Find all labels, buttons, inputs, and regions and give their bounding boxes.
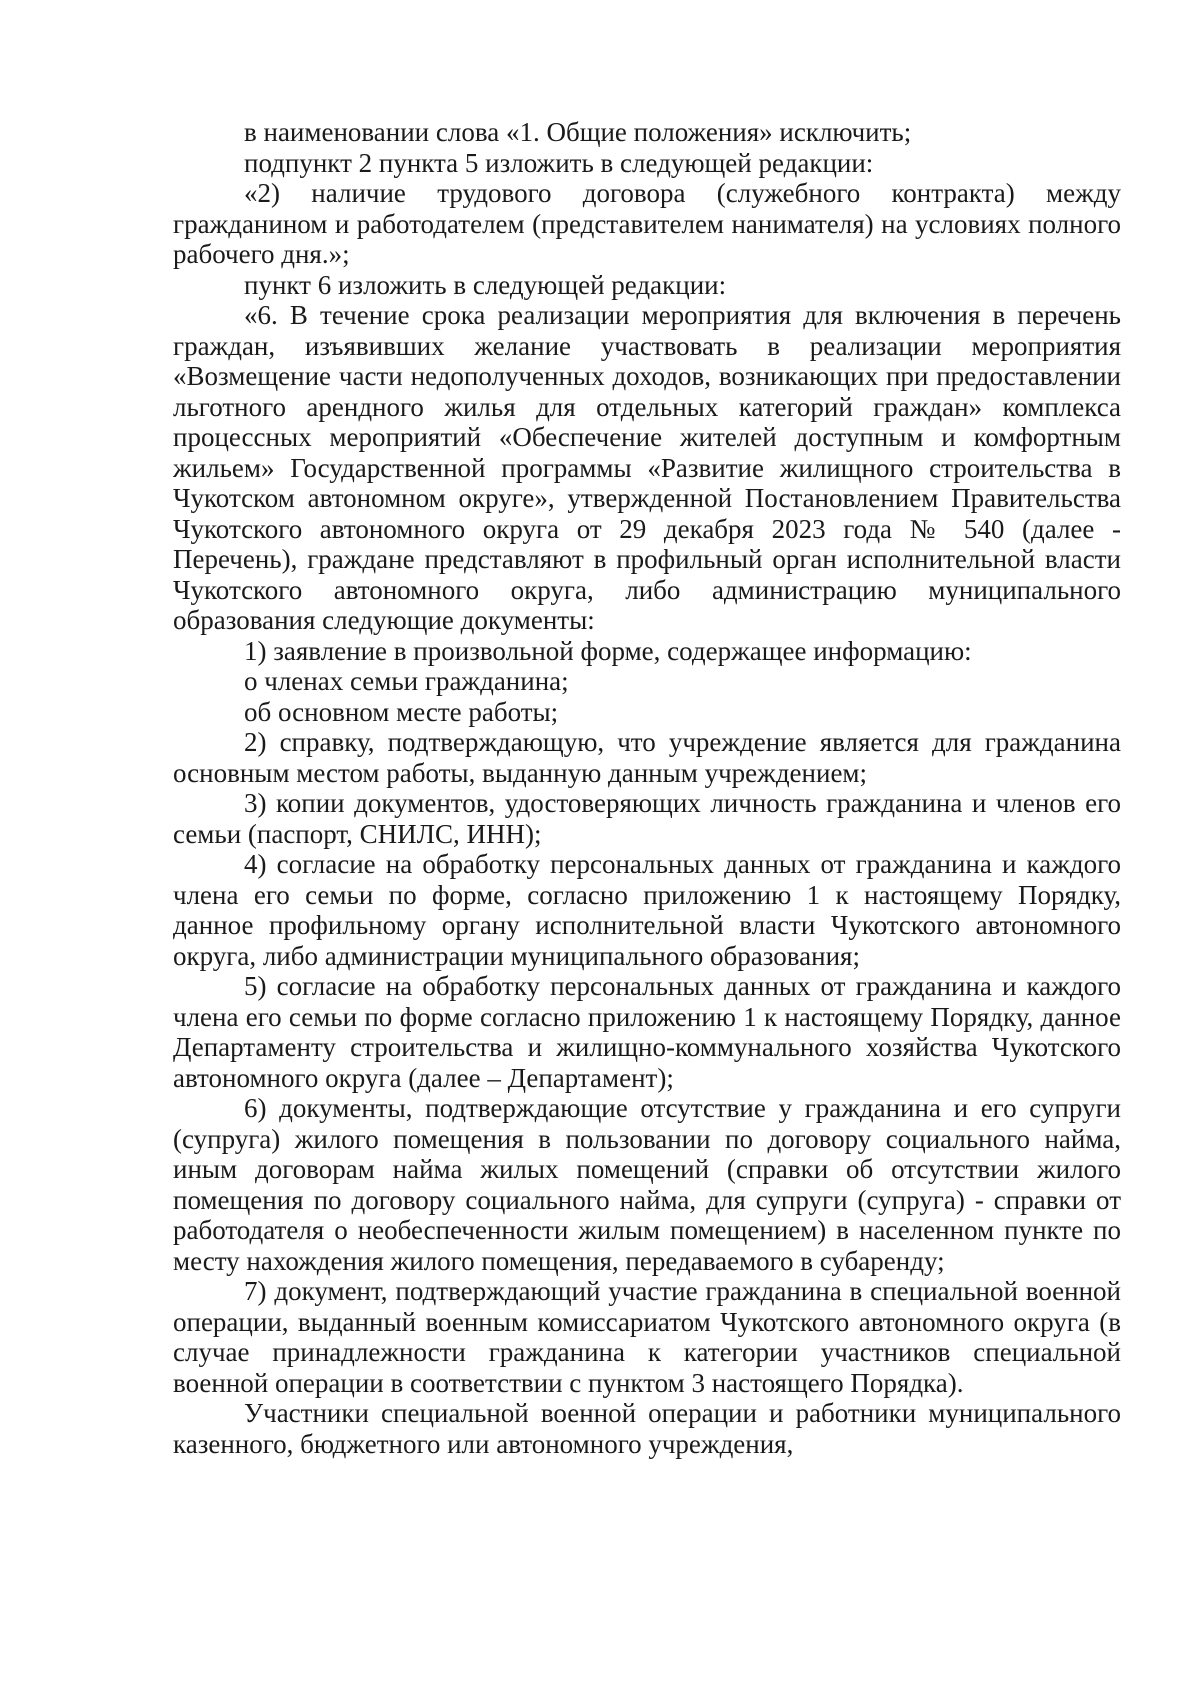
paragraph-item-2: 2) справку, подтверждающую, что учреждение является для гражданина основным местом работы, выданную данным учреждением; [173,727,1121,788]
paragraph-item-4: 4) согласие на обработку персональных данных от гражданина и каждого члена его семьи по форме, согласно приложению 1 к настоящему Порядку, данное профильному органу исполнительной власти Чукотского автономного округа, либо администрации муниципального образования; [173,849,1121,971]
paragraph-point-6-intro: пункт 6 изложить в следующей редакции: [244,269,727,300]
paragraph-item-7: 7) документ, подтверждающий участие гражданина в специальной военной операции, выданный военным комиссариатом Чукотского автономного округа (в случае принадлежности гражданина к категории участников специальной военной операции в соответствии с пунктом 3 настоящего Порядка). [173,1276,1121,1398]
paragraph-item-1-family: о членах семьи гражданина; [244,666,569,696]
paragraph-item-1-work: об основном месте работы; [244,696,559,727]
paragraph-rename-heading: в наименовании слова «1. Общие положения» исключить; [244,117,912,147]
paragraph-item-5: 5) согласие на обработку персональных данных от гражданина и каждого члена его семьи по форме согласно приложению 1 к настоящему Порядку, данное Департаменту строительства и жилищно-коммунального хозяйства Чукотского автономного округа (далее – Департамент); [173,971,1121,1093]
paragraph-subpoint-2-text: «2) наличие трудового договора (служебного контракта) между гражданином и работодателем (представителем нанимателя) на условиях полного рабочего дня.»; [173,178,1121,269]
paragraph-point-6-text: «6. В течение срока реализации мероприятия для включения в перечень граждан, изъявивших желание участвовать в реализации мероприятия «Возмещение части недополученных доходов, возникающих при предоставлении льготного арендного жилья для отдельных категорий граждан» комплекса процессных мероприятий «Обеспечение жителей доступным и комфортным жильем» Государственной программы «Развитие жилищного строительства в Чукотском автономном округе», утвержденной Постановлением Правительства Чукотского автономного округа от 29 декабря 2023 года № 540 (далее - Перечень), граждане представляют в профильный орган исполнительной власти Чукотского автономного округа, либо администрацию муниципального образования следующие документы: [173,300,1121,635]
paragraph-item-1: 1) заявление в произвольной форме, содержащее информацию: [244,635,972,666]
paragraph-participants: Участники специальной военной операции и работники муниципального казенного, бюджетного или автономного учреждения, [173,1398,1121,1459]
paragraph-item-3: 3) копии документов, удостоверяющих личность гражданина и членов его семьи (паспорт, СНИЛС, ИНН); [173,788,1121,849]
paragraph-item-6: 6) документы, подтверждающие отсутствие у гражданина и его супруги (супруга) жилого помещения в пользовании по договору социального найма, иным договорам найма жилых помещений (справки об отсутствии жилого помещения по договору социального найма, для супруги (супруга) - справки от работодателя о необеспеченности жилым помещением) в населенном пункте по месту нахождения жилого помещения, передаваемого в субаренду; [173,1093,1121,1276]
document-body [173,117,1121,1459]
paragraph-subpoint-2-intro: подпункт 2 пункта 5 изложить в следующей редакции: [244,147,874,178]
